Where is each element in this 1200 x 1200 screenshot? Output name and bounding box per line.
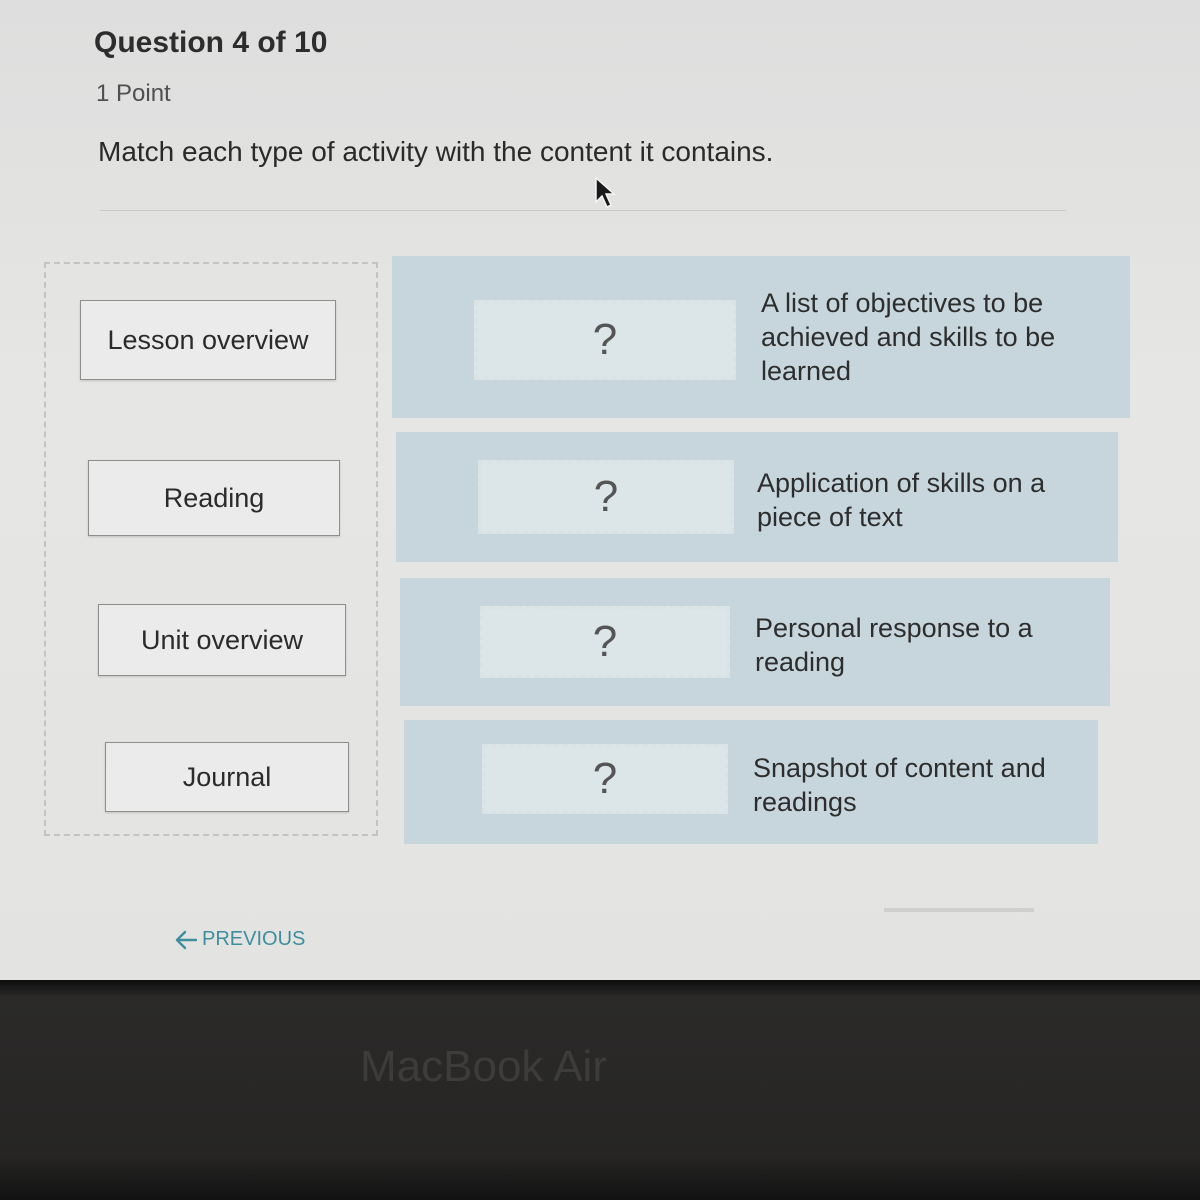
match-description: A list of objectives to be achieved and skills to be learned [761,288,1056,386]
previous-button[interactable] [174,928,305,951]
choice-unit-overview[interactable] [98,604,346,676]
answer-drop-slot[interactable] [480,606,730,678]
choice-label: Unit overview [140,624,304,655]
placeholder-question-mark: ? [593,472,619,521]
match-description: Application of skills on a piece of text [757,468,1046,532]
choice-reading[interactable] [88,460,340,536]
question-points: 1 Point [96,80,171,107]
question-prompt: Match each type of activity with the content it contains. [98,136,774,167]
choice-label: Journal [182,761,272,792]
choice-lesson-overview[interactable] [80,300,336,380]
answer-drop-slot[interactable] [482,744,728,814]
match-description: Personal response to a reading [755,613,1033,677]
footer-divider [884,908,1034,912]
previous-label: PREVIOUS [202,928,306,950]
question-title: Question 4 of 10 [94,26,328,59]
answer-drop-slot[interactable] [478,460,734,534]
answer-drop-slot[interactable] [474,300,736,380]
placeholder-question-mark: ? [592,617,618,666]
arrow-left-icon [174,929,198,951]
placeholder-question-mark: ? [592,315,618,364]
divider [100,210,1066,211]
choice-label: Lesson overview [107,324,309,355]
choice-label: Reading [163,482,265,513]
device-brand-label: MacBook Air [360,1042,607,1091]
match-description: Snapshot of content and readings [753,753,1046,817]
placeholder-question-mark: ? [592,754,618,803]
choice-journal[interactable] [105,742,349,812]
mouse-cursor-icon [594,176,616,210]
